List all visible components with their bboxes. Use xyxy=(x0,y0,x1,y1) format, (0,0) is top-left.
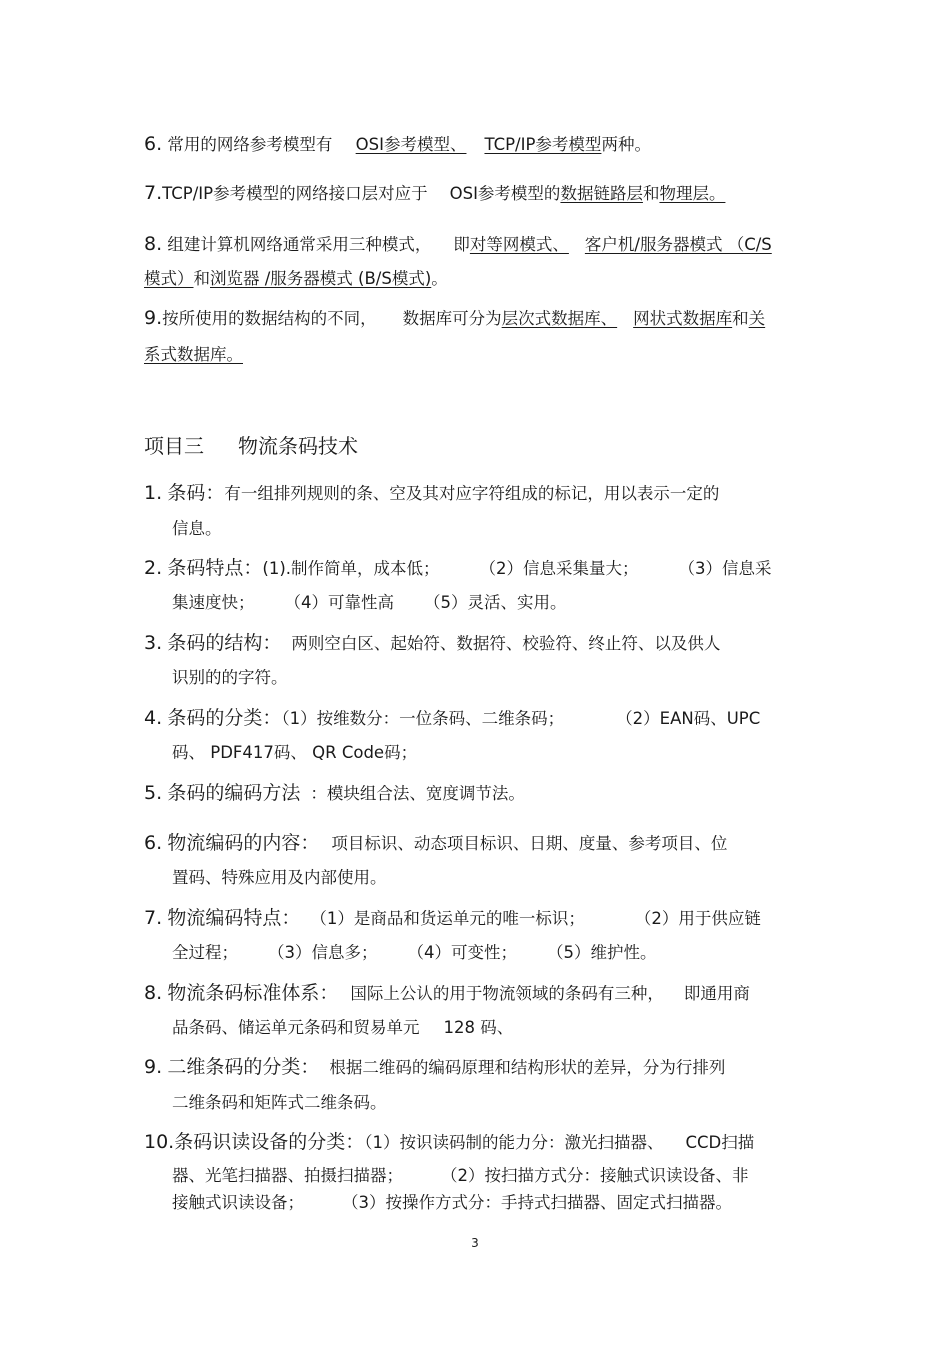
text: 两种。 xyxy=(601,135,651,154)
item-text: （1）按维数分：一位条码、二维条码； xyxy=(281,709,565,728)
item-number: 5. xyxy=(144,782,163,804)
item-4-line-2 xyxy=(172,742,417,764)
item-text: 接触式识读设备； xyxy=(172,1193,304,1212)
section-number: 项目三 xyxy=(144,434,204,458)
item-5 xyxy=(144,782,525,805)
item-text: CCD扫描 xyxy=(685,1133,755,1152)
item-number: 6. xyxy=(144,832,163,854)
item-heading: 物流条码标准体系： xyxy=(167,982,339,1004)
item-6-line-2 xyxy=(172,867,387,889)
item-text: （2）EAN码、UPC xyxy=(616,709,761,728)
item-text: （2）按扫描方式分：接触式识读设备、非 xyxy=(441,1166,749,1185)
item-10-line-1 xyxy=(144,1131,754,1154)
underlined-answer: 数据链路层 xyxy=(560,184,643,203)
underlined-answer: 物理层。 xyxy=(659,184,726,203)
item-text: 根据二维码的编码原理和结构形状的差异，分为行排列 xyxy=(329,1058,726,1077)
item-heading: 物流编码特点： xyxy=(167,907,301,929)
s2-item-8-line-1 xyxy=(144,233,772,256)
item-heading: 条码特点： xyxy=(167,557,263,579)
item-9-line-2 xyxy=(172,1092,387,1114)
item-number: 10. xyxy=(144,1131,175,1153)
item-heading: 条码的分类： xyxy=(167,707,282,729)
item-heading: 条码的编码方法 xyxy=(167,782,301,804)
item-text: （1）是商品和货运单元的唯一标识； xyxy=(310,909,585,928)
underlined-answer: 网状式数据库 xyxy=(633,309,733,328)
underlined-answer: TCP/IP参考模型 xyxy=(484,135,602,154)
item-10-line-3 xyxy=(172,1192,732,1214)
item-text: 识别的的字符。 xyxy=(172,668,288,687)
item-7-line-2 xyxy=(172,942,657,964)
item-6-line-1 xyxy=(144,832,727,855)
item-number: 9. xyxy=(144,1056,163,1078)
item-9-line-1 xyxy=(144,1056,725,1079)
item-text: 码、 PDF417码、 QR Code码； xyxy=(172,743,418,762)
s2-item-7 xyxy=(144,182,725,205)
item-heading: 物流编码的内容： xyxy=(167,832,320,854)
item-text: （5）维护性。 xyxy=(547,943,657,962)
underlined-answer: 对等网模式、 xyxy=(469,235,569,254)
item-text: 集速度快； xyxy=(172,593,255,612)
item-text: （3）信息多； xyxy=(268,943,378,962)
item-7-line-1 xyxy=(144,907,761,930)
item-number: 2. xyxy=(144,557,163,579)
item-number: 1. xyxy=(144,482,163,504)
item-text: 有一组排列规则的条、空及其对应字符组成的标记，用以表示一定的 xyxy=(224,484,720,503)
item-8-line-1 xyxy=(144,982,750,1005)
item-4-line-1 xyxy=(144,707,760,730)
item-number: 7. xyxy=(144,907,163,929)
s2-item-8-line-2 xyxy=(144,268,448,290)
item-text: 全过程； xyxy=(172,943,238,962)
item-text: 器、光笔扫描器、拍摄扫描器； xyxy=(172,1166,403,1185)
text: 和 xyxy=(193,269,210,288)
section-title xyxy=(144,430,358,459)
item-text: 品条码、储运单元条码和贸易单元 xyxy=(172,1018,420,1037)
item-10-line-2 xyxy=(172,1165,749,1187)
item-3-line-1 xyxy=(144,632,720,655)
item-text: （1）按识读码制的能力分：激光扫描器、 xyxy=(364,1133,664,1152)
item-2-line-2 xyxy=(172,592,567,614)
item-text: （4）可靠性高 xyxy=(284,593,394,612)
item-text: 国际上公认的用于物流领域的条码有三种， xyxy=(350,984,664,1003)
s2-item-9-line-1 xyxy=(144,307,765,330)
item-text: 二维条码和矩阵式二维条码。 xyxy=(172,1093,387,1112)
underlined-answer: 模式） xyxy=(144,269,194,288)
item-number: 8. xyxy=(144,233,163,255)
section-name: 物流条码技术 xyxy=(238,434,358,458)
item-1-line-1 xyxy=(144,482,719,505)
item-text: 置码、特殊应用及内部使用。 xyxy=(172,868,387,887)
item-2-line-1 xyxy=(144,557,772,580)
text: 和 xyxy=(642,184,660,203)
text: 和 xyxy=(732,309,749,328)
text: 即 xyxy=(453,235,470,254)
underlined-answer: 浏览器 /服务器模式 (B/S模式) xyxy=(210,269,432,288)
item-text: （4）可变性； xyxy=(407,943,517,962)
item-number: 3. xyxy=(144,632,163,654)
item-3-line-2 xyxy=(172,667,288,689)
item-text: (1).制作简单，成本低； xyxy=(262,559,440,578)
underlined-answer: OSI参考模型、 xyxy=(355,135,467,154)
item-text: 128 码、 xyxy=(443,1018,514,1037)
item-text: （2）信息采集量大； xyxy=(479,559,639,578)
item-text: （3）信息采 xyxy=(678,559,772,578)
item-heading: 条码： xyxy=(167,482,225,504)
item-number: 4. xyxy=(144,707,163,729)
text: OSI参考模型的 xyxy=(449,184,561,203)
underlined-answer: 关 xyxy=(748,309,766,328)
underlined-answer: 客户机/服务器模式 （C/S xyxy=(584,235,772,254)
item-number: 9. xyxy=(144,307,163,329)
item-1-line-2 xyxy=(172,518,222,540)
text: 数据库可分为 xyxy=(402,309,502,328)
item-number: 8. xyxy=(144,982,163,1004)
item-text: 即通用商 xyxy=(683,984,750,1003)
s2-item-9-line-2 xyxy=(144,344,243,366)
item-text: ：模块组合法、宽度调节法。 xyxy=(310,784,525,803)
text: 。 xyxy=(431,269,448,288)
item-text: （3）按操作方式分：手持式扫描器、固定式扫描器。 xyxy=(342,1193,732,1212)
text: TCP/IP参考模型的网络接口层对应于 xyxy=(162,184,428,203)
item-text: 项目标识、动态项目标识、日期、度量、参考项目、位 xyxy=(331,834,728,853)
item-text: （5）灵活、实用。 xyxy=(424,593,567,612)
item-text: 信息。 xyxy=(172,519,222,538)
item-text: 两则空白区、起始符、数据符、校验符、终止符、以及供人 xyxy=(291,634,721,653)
item-text: （2）用于供应链 xyxy=(634,909,761,928)
item-heading: 条码的结构： xyxy=(167,632,282,654)
item-heading: 条码识读设备的分类： xyxy=(174,1131,365,1153)
text: 组建计算机网络通常采用三种模式， xyxy=(167,235,432,254)
item-number: 7. xyxy=(144,182,163,204)
underlined-answer: 层次式数据库、 xyxy=(501,309,618,328)
item-heading: 二维条码的分类： xyxy=(167,1056,320,1078)
text: 按所使用的数据结构的不同， xyxy=(162,309,377,328)
underlined-answer: 系式数据库。 xyxy=(144,345,243,364)
s2-item-6 xyxy=(144,133,651,156)
item-number: 6. xyxy=(144,133,163,155)
text: 常用的网络参考模型有 xyxy=(167,135,333,154)
item-8-line-2 xyxy=(172,1017,513,1039)
page-number: 3 xyxy=(471,1236,479,1250)
